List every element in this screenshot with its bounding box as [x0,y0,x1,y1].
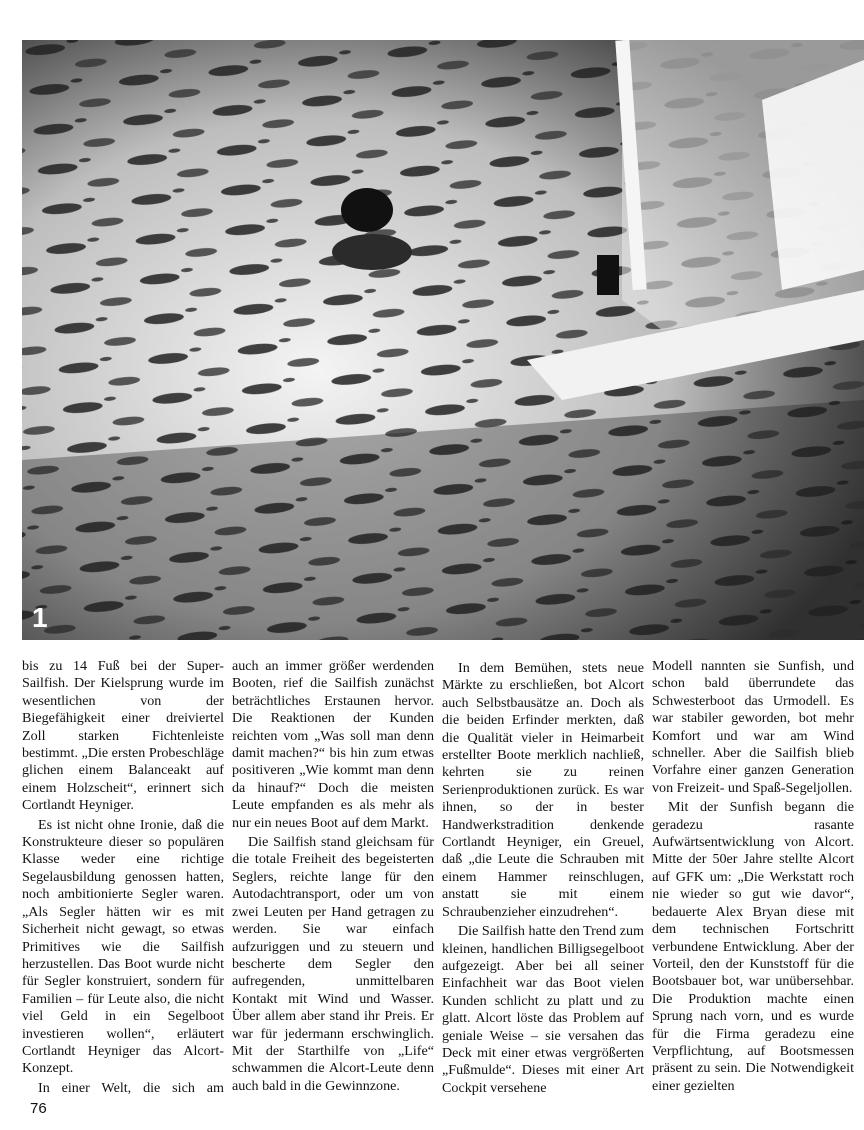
paragraph: In dem Bemühen, stets neue Märkte zu erschließen, bot Alcort auch Selbstbausätze an. Doch als die beiden Erfinder merkten, daß die Qualität vieler in Heimarbeit erstellter Boote merklich nachließ, kehrten sie zu reinen Serienproduktionen zurück. Es war ihnen, so der in bester Handwerkstradition denkende Cortlandt Heyniger, ein Greuel, daß „die Leute die Schrauben mit einem Hammer reinschlugen, anstatt sie mit einem Schraubenzieher einzudrehen“. [442,660,644,920]
paragraph: Modell nannten sie Sunfish, und schon bald überrundete das Schwesterboot das Urmodell. Es war stabiler geworden, bot mehr Komfort und war am Wind schneller. Aber die Sailfish blieb Vorfahre einer ganzen Generation von Freizeit- und Spaß-Segeljollen. [652,658,854,796]
article-text [22,658,854,1098]
paragraph: Die Sailfish stand gleichsam für die totale Freiheit des begeisterten Seglers, reichte lange für den Autodachtransport, oder um von zwei Leuten per Hand getragen zu werden. Sie war einfach aufzuriggen und zu steuern und bescherte dem Segler den aufregenden, unmittelbaren Kontakt mit Wind und Wasser. Über allem aber stand ihr Preis. Er war für jedermann erschwinglich. Mit der Starthilfe von „Life“ schwammen die Alcort-Leute denn auch bald in die Gewinnzone. [232,834,434,1094]
paragraph: Es ist nicht ohne Ironie, daß die Konstrukteure dieser so populären Klasse weder eine richtige Segelausbildung genossen hatten, noch ambitionierte Segler waren. „Als Segler hätten wir es mit Sicherheit nicht gewagt, so etwas Primitives wie die Sailfish herzustellen. Das Boot wurde nicht für Segler konstruiert, sondern für Familien – für Leute also, die nicht viel Geld in ein Segelboot investieren wollen“, erläutert Cortlandt Heyniger das Alcort-Konzept. [22,816,224,1077]
paragraph: bis zu 14 Fuß bei der Super-Sailfish. Der Kielsprung wurde im wesentlichen von der Biegefähigkeit einer dreiviertel Zoll starken Fichtenleiste bestimmt. „Die ersten Probeschläge glichen einem Balanceakt auf einem Holzscheit“, erinnert sich Cortlandt Heyniger. [22,658,224,814]
sailfish-capsize-image [22,40,864,640]
paragraph: auch an immer größer werdenden Booten, rief die Sailfish zunächst beträchtliches Erstaunen hervor. Die Reaktionen der Kunden reichten vom „Was soll man denn damit machen?“ bis hin zum etwas positiveren „Wie kommt man denn da hinauf?“ Doch die meisten Leute empfanden es als mehr als nur ein neues Boot auf dem Markt. [232,658,434,831]
paragraph: In einer Welt, die sich am [38,1079,224,1096]
page-number: 76 [30,1100,47,1117]
sailing-photo [22,40,864,640]
text-column-1 [22,658,224,1098]
text-column-2 [232,658,434,1098]
text-column-4 [652,658,854,1098]
text-column-3 [442,658,644,1098]
photo-number: 1 [32,602,48,633]
paragraph: Die Sailfish hatte den Trend zum kleinen, handlichen Billigsegelboot aufgezeigt. Aber bei all seiner Einfachheit war das Boot vielen Kunden schlicht zu platt und zu glatt. Alcort löste das Problem auf geniale Weise – sie versahen das Deck mit einer etwas vergrößerten „Fußmulde“. Dieses mit einer Art Cockpit versehene [442,923,644,1096]
paragraph: Mit der Sunfish begann die geradezu rasante Aufwärtsentwicklung von Alcort. Mitte der 50er Jahre stellte Alcort auf GFK um: „Die Werkstatt roch nie wieder so gut wie davor“, bedauerte Alex Bryan diese mit dem technischen Fortschritt verbundene Entwicklung. Aber der Vorteil, den der Kunststoff für die Bootsbauer bot, war unübersehbar. Die Produktion machte einen Sprung nach vorn, und es wurde für die Firma geradezu eine Verpflichtung, auf Bootsmessen präsent zu sein. Die Notwendigkeit einer gezielten [652,799,854,1094]
